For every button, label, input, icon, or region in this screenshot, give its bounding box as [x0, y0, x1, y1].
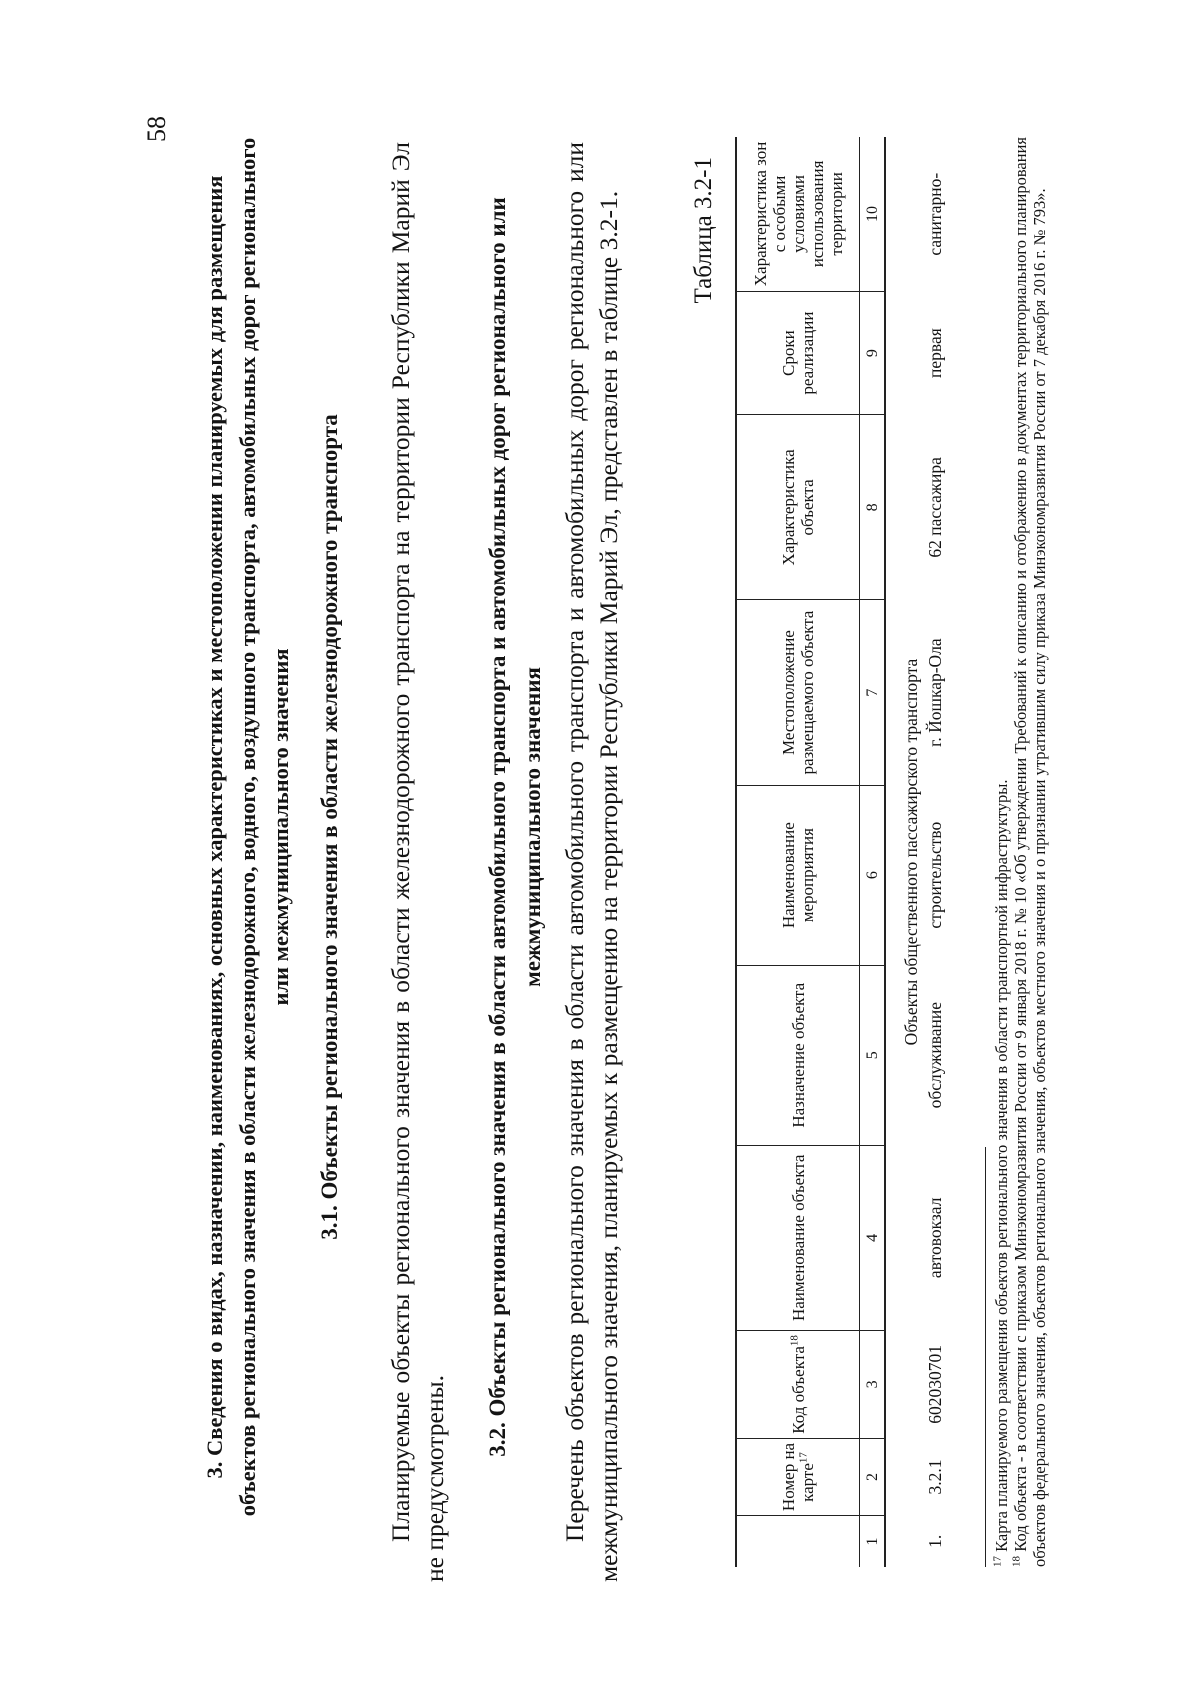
header-terms: Сроки реализации	[736, 291, 860, 414]
cell-measure: строительство	[925, 821, 945, 929]
header-map-number	[736, 1438, 860, 1515]
footnote-18-text: Код объекта - в соответствии с приказом Минэкономразвития России от 9 января 2018 г. № 10 «Об утверждении Требований к описанию и отображению в документах территориального планирования объектов федерального значения, объектов регионального значения, объектов местного значения и о признании утратившим силу приказа Минэкономразвития России от 7 декабря 2016 г. № 793».	[1011, 136, 1049, 1567]
section-3-heading: 3. Сведения о видах, назначении, наименованиях, основных характеристиках и местоположении планируемых для размещения объектов регионального значения в области железнодорожного, водного, воздушного транспорта, автомобильных дорог регионального или межмуниципального значения	[202, 137, 293, 1517]
header-characteristic: Характеристика объекта	[736, 415, 860, 600]
column-number: 9	[860, 291, 886, 414]
column-number: 1	[860, 1516, 886, 1567]
page-number: 58	[142, 116, 171, 142]
header-map-number-label: Номер на карте	[779, 1442, 817, 1512]
header-object-name: Наименование объекта	[736, 1145, 860, 1330]
footnote-18-mark: 18	[1010, 1556, 1023, 1567]
cell-object-name: автовокзал	[925, 1197, 945, 1279]
cell-map-number: 3.2.1	[925, 1459, 945, 1495]
header-location: Местоположение размещаемого объекта	[736, 600, 860, 785]
column-number: 3	[860, 1330, 886, 1438]
table-row	[924, 137, 962, 1567]
footnote-18	[1011, 137, 1049, 1567]
cell-location: г. Йошкар-Ола	[925, 638, 945, 747]
cell-characteristic: 62 пассажира	[925, 457, 945, 558]
column-number: 2	[860, 1438, 886, 1515]
footnote-17	[992, 137, 1011, 1567]
header-measure-name: Наименование мероприятия	[736, 785, 860, 965]
header-object-code	[736, 1330, 860, 1438]
group-title: Объекты общественного пассажирского транспорта	[900, 658, 921, 1046]
table-group-row	[885, 137, 924, 1567]
cell-object-purpose: обслуживание	[925, 1001, 945, 1109]
footnote-ref-18: 18	[787, 1335, 800, 1347]
footnote-ref-17: 17	[797, 1452, 810, 1464]
cell-object-code: 602030701	[925, 1345, 945, 1424]
cell-row-number: 1.	[925, 1534, 945, 1548]
column-number: 5	[860, 965, 886, 1145]
section-3-2-text: Перечень объектов регионального значения в области автомобильного транспорта и автомобильных дорог регионального или межмуниципального значения, планируемых к размещению на территории Республики Марий Эл, представлен в таблице 3.2-1.	[560, 142, 623, 1582]
column-number: 6	[860, 785, 886, 965]
table-header-row	[736, 137, 860, 1567]
section-3-1-heading: 3.1. Объекты регионального значения в области железнодорожного транспорта	[317, 414, 342, 1240]
footnotes	[992, 137, 1049, 1567]
column-number: 7	[860, 600, 886, 785]
column-number: 8	[860, 415, 886, 600]
footnote-17-mark: 17	[991, 1556, 1004, 1567]
table-caption: Таблица 3.2-1	[690, 157, 717, 304]
header-zones: Характеристика зон с особыми условиями использования территории	[736, 137, 860, 291]
header-object-purpose: Назначение объекта	[736, 965, 860, 1145]
section-3-2-paragraph	[558, 142, 626, 1582]
section-3-2-heading: 3.2. Объекты регионального значения в области автомобильного транспорта и автомобильных дорог регионального или межмуниципального значения	[485, 197, 545, 1457]
column-number: 10	[860, 137, 886, 291]
footnote-17-text: Карта планируемого размещения объектов регионального значения в области транспортной инфраструктуры.	[992, 779, 1011, 1552]
column-number-row	[860, 137, 886, 1567]
objects-table	[735, 137, 962, 1567]
header-c1	[736, 1516, 860, 1567]
section-3-1-paragraph	[384, 142, 452, 1582]
cell-terms: первая	[925, 328, 945, 378]
cell-zones: санитарно-	[925, 172, 945, 256]
section-3-1-text: Планируемые объекты регионального значения в области железнодорожного транспорта на территории Республики Марий Эл не предусмотрены.	[386, 142, 449, 1582]
column-number: 4	[860, 1145, 886, 1330]
footnote-separator	[985, 1147, 986, 1567]
header-object-code-label: Код объекта	[788, 1346, 808, 1434]
